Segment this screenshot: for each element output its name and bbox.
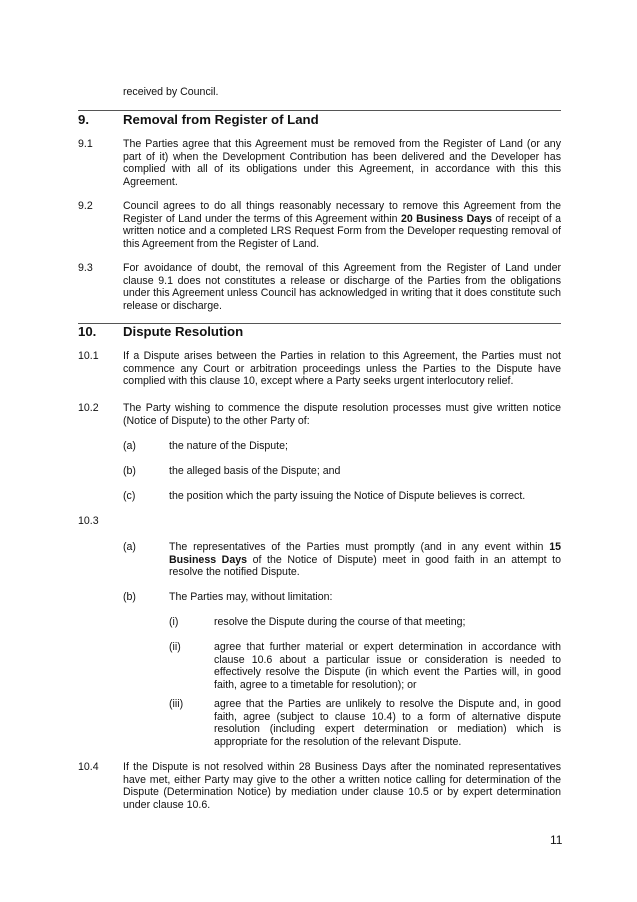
- clause-10-2-a-text: the nature of the Dispute;: [169, 440, 288, 452]
- clause-10-2-number: 10.2: [78, 402, 99, 414]
- section-10-top-rule: [78, 323, 561, 324]
- clause-9-1-text: The Parties agree that this Agreement must be removed from the Register of Land (or any part of it) when the Development Contribution has been delivered and the Developer has complied with all of its obligations under this Agreement, in accordance with this this Agreement.: [123, 138, 561, 189]
- clause-9-1-number: 9.1: [78, 138, 93, 150]
- section-10-title: Dispute Resolution: [123, 324, 244, 339]
- clause-10-4-number: 10.4: [78, 761, 99, 773]
- clause-10-2-c-text: the position which the party issuing the Notice of Dispute believes is correct.: [169, 490, 526, 502]
- clause-10-3-b-ii-label: (ii): [169, 641, 181, 653]
- clause-10-3-b-text: The Parties may, without limitation:: [169, 591, 333, 603]
- clause-10-2-a-label: (a): [123, 440, 136, 452]
- section-9-title: Removal from Register of Land: [123, 112, 319, 127]
- clause-10-4-text: If the Dispute is not resolved within 28 Business Days after the nominated representatives have met, either Party may give to the other a written notice calling for determination of the Dispute (Determination Notice) by mediation under clause 10.5 or by expert determination under clause 10.6.: [123, 761, 561, 812]
- clause-9-2-text: [123, 200, 561, 251]
- clause-9-2-bold: 20 Business Days: [400, 212, 492, 225]
- clause-10-2-b-label: (b): [123, 465, 136, 477]
- clause-10-3-b-iii-text: agree that the Parties are unlikely to resolve the Dispute and, in good faith, agree (subject to clause 10.4) to a form of alternative dispute resolution (including expert determination or mediation) which is appropriate for the resolution of the relevant Dispute.: [214, 698, 561, 749]
- clause-9-2-text-b: of receipt of a written notice and a completed LRS Request Form from the Developer requesting removal of this Agreement from the Register of Land.: [123, 212, 561, 251]
- carry-over-text: received by Council.: [123, 86, 219, 98]
- clause-10-3-b-i-text: resolve the Dispute during the course of that meeting;: [214, 616, 466, 628]
- section-9-top-rule: [78, 110, 561, 111]
- clause-10-3-b-i-label: (i): [169, 616, 179, 628]
- clause-10-1-text: If a Dispute arises between the Parties in relation to this Agreement, the Parties must not commence any Court or arbitration proceedings unless the Parties to the Dispute have complied with this clause 10, except where a Party seeks urgent interlocutory relief.: [123, 350, 561, 388]
- clause-9-2-number: 9.2: [78, 200, 93, 212]
- page-number: 11: [550, 833, 563, 847]
- clause-10-2-c-label: (c): [123, 490, 136, 502]
- section-9-number: 9.: [78, 112, 89, 127]
- clause-10-3-a-text: [169, 541, 561, 579]
- clause-10-2-b-text: the alleged basis of the Dispute; and: [169, 465, 341, 477]
- clause-10-1-number: 10.1: [78, 350, 99, 362]
- clause-10-2-text: The Party wishing to commence the dispute resolution processes must give written notice (Notice of Dispute) to the other Party of:: [123, 402, 561, 427]
- clause-9-3-text: For avoidance of doubt, the removal of this Agreement from the Register of Land under clause 9.1 does not constitutes a release or discharge of the Parties from the obligations under this Agreement unless Council has acknowledged in writing that it does constitute such release or discharge.: [123, 262, 561, 313]
- clause-10-3-b-iii-label: (iii): [169, 698, 184, 710]
- clause-10-3-b-label: (b): [123, 591, 136, 603]
- clause-9-2-text-a: Council agrees to do all things reasonably necessary to remove this Agreement from the Register of Land under the terms of this Agreement within: [123, 200, 561, 225]
- clause-10-3-a-bold: 15 Business Days: [169, 541, 561, 566]
- clause-10-3-a-label: (a): [123, 541, 136, 553]
- clause-10-3-number: 10.3: [78, 515, 99, 527]
- clause-10-3-a-text-b: of the Notice of Dispute) meet in good faith in an attempt to resolve the notified Dispute.: [169, 553, 562, 579]
- section-10-number: 10.: [78, 324, 97, 339]
- clause-10-3-b-ii-text: agree that further material or expert determination in accordance with clause 10.6 about a particular issue or consideration is needed to effectively resolve the Dispute (in which event the Parties will, in good faith, agree to a timetable for resolution); or: [214, 641, 561, 692]
- clause-10-3-a-text-a: The representatives of the Parties must promptly (and in any event within: [169, 541, 550, 553]
- clause-9-3-number: 9.3: [78, 262, 93, 274]
